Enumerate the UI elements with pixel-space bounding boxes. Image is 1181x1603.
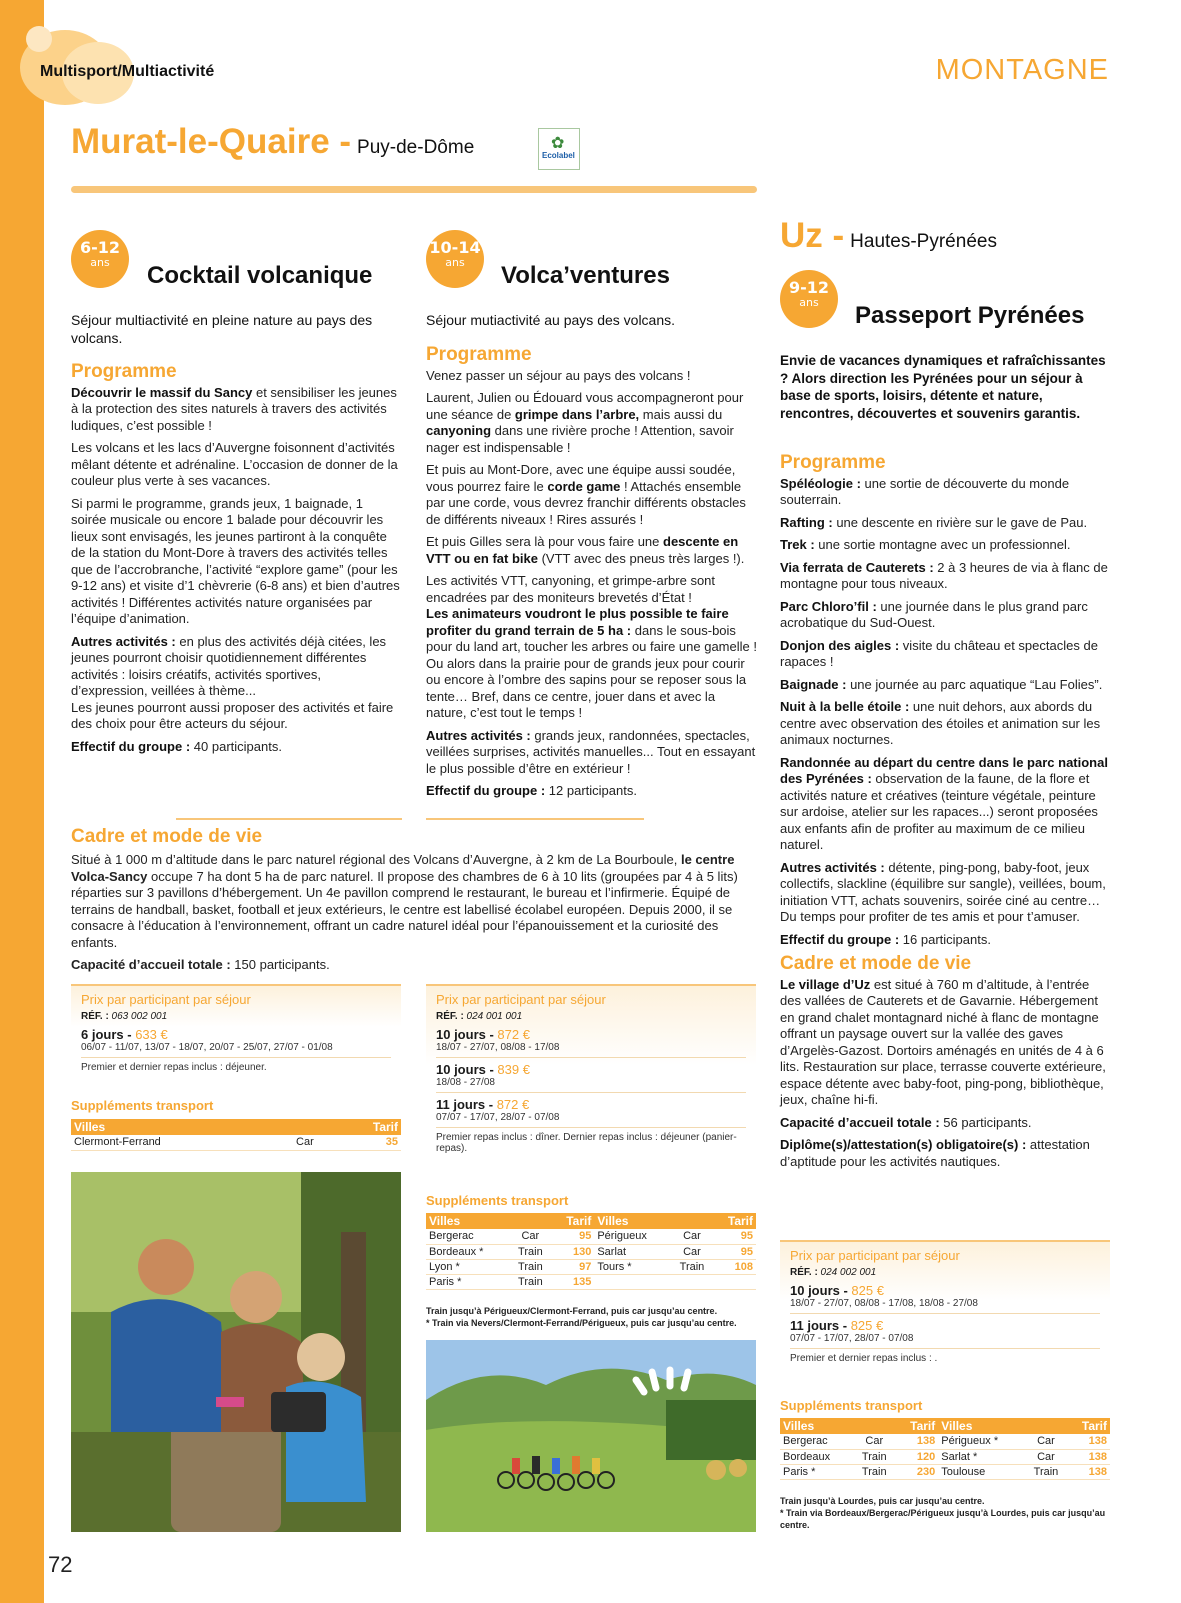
programme-item: Baignade : une journée au parc aquatique “Lau Folies”.: [780, 676, 1103, 692]
capacity: Capacité d’accueil totale : 56 participants.: [780, 1114, 1032, 1130]
duration-price: 10 jours - 825 €: [790, 1283, 884, 1298]
cadre-heading: Cadre et mode de vie: [71, 826, 263, 847]
age-badge: [426, 230, 484, 288]
category-title: MONTAGNE: [935, 54, 1109, 86]
col-header: Tarif: [895, 1418, 938, 1434]
paragraph: Découvrir le massif du Sancy et sensibiliser les jeunes à la protection des sites naturels à travers des activités ludiques, c’est possible !: [71, 384, 397, 433]
stay-intro: Séjour multiactivité en pleine nature au pays des volcans.: [71, 312, 373, 346]
duration-price: 10 jours - 872 €: [436, 1027, 530, 1042]
programme-heading: Programme: [780, 452, 886, 473]
programme-item: Donjon des aigles : visite du château et spectacles de rapaces !: [780, 637, 1098, 669]
col-header: Tarif: [331, 1119, 401, 1135]
paragraph: Les jeunes pourront aussi proposer des activités et faire des choix pour être acteurs du séjour.: [71, 699, 394, 731]
duration-price: 11 jours - 872 €: [436, 1097, 530, 1112]
ecolabel-text: Ecolabel: [542, 151, 575, 160]
price-heading: Prix par participant par séjour: [81, 992, 251, 1007]
paragraph: Les volcans et les lacs d’Auvergne foisonnent d’activités mêlant détente et adrénaline. L’occasion de donner de la couleur plus verte à ses vacances.: [71, 440, 398, 488]
destination-name: Uz -: [780, 216, 845, 255]
transport-table: [780, 1418, 1110, 1480]
transport-heading: Suppléments transport: [780, 1398, 923, 1413]
paragraph: Et puis au Mont-Dore, avec une équipe aussi soudée, vous pourrez faire le corde game ! Attachés ensemble par une corde, vous devrez franchir différents obstacles de différents niveaux ! Rires assurés !: [426, 462, 746, 527]
table-row: Paris * Train 135: [426, 1274, 756, 1289]
col-header: Villes: [71, 1119, 278, 1135]
paragraph: Et puis Gilles sera là pour vous faire une descente en VTT ou en fat bike (VTT avec des pneus très larges !).: [426, 534, 745, 566]
table-row: Bordeaux * Train 130 Sarlat Car 95: [426, 1244, 756, 1259]
transport-heading: Suppléments transport: [71, 1098, 214, 1113]
age-unit: ans: [90, 256, 110, 269]
age-badge: [780, 270, 838, 328]
destination-region: Puy-de-Dôme: [357, 137, 475, 158]
stay-title: Passeport Pyrénées: [855, 302, 1085, 329]
duration-price: 11 jours - 825 €: [790, 1318, 884, 1333]
destination-title: [780, 216, 997, 256]
age-badge: [71, 230, 129, 288]
col-header: Villes: [938, 1418, 1025, 1434]
age-unit: ans: [799, 296, 819, 309]
col-header: Tarif: [713, 1213, 756, 1229]
group-size: Effectif du groupe : 12 participants.: [426, 783, 637, 798]
price-box: [780, 1240, 1110, 1390]
duration-price: 6 jours - 633 €: [81, 1027, 168, 1042]
paragraph: Les animateurs voudront le plus possible te faire profiter du grand terrain de 5 ha : dans le sous-bois pour du land art, toucher les arbres ou faire une gamelle ! Ou alors dans la prairie pour de grands jeux pour courir ou encore à l’ombre des sapins pour se reposer sous la tente… Bref, dans ce centre, jouer dans et avec la nature, c’est tout le temps !: [426, 606, 757, 720]
transport-note: Train jusqu’à Lourdes, puis car jusqu’au centre. * Train via Bordeaux/Bergerac/Périgueux jusqu’à Lourdes, puis car jusqu’au centre.: [780, 1496, 1106, 1530]
programme-item: Nuit à la belle étoile : une nuit dehors, aux abords du centre avec observation des étoiles et animation sur les animaux nocturnes.: [780, 699, 1101, 747]
age-unit: ans: [445, 256, 465, 269]
price-heading: Prix par participant par séjour: [436, 992, 606, 1007]
ecolabel-icon: [538, 128, 580, 170]
meal-note: Premier repas inclus : dîner. Dernier repas inclus : déjeuner (panier-repas).: [436, 1132, 737, 1154]
table-row: Bordeaux Train 120 Sarlat * Car 138: [780, 1449, 1110, 1464]
dates: 18/08 - 27/08: [436, 1077, 746, 1093]
meal-note: Premier et dernier repas inclus : déjeuner.: [81, 1062, 267, 1073]
side-stripe: [0, 0, 44, 1603]
destination-name: Murat-le-Quaire -: [71, 122, 352, 161]
programme-heading: Programme: [426, 344, 532, 365]
age-range: 6-12: [79, 238, 121, 257]
photo-children-forest: [71, 1172, 401, 1532]
programme-uz: [780, 451, 1112, 1176]
programme-volca: [426, 343, 758, 806]
diploma: Diplôme(s)/attestation(s) obligatoire(s) : attestation d’aptitude pour les activités nautiques.: [780, 1137, 1090, 1169]
programme-item: Via ferrata de Cauterets : 2 à 3 heures de via à flanc de montagne pour tous niveaux.: [780, 559, 1108, 591]
col-header: Villes: [780, 1418, 853, 1434]
paragraph: Autres activités : en plus des activités déjà citées, les jeunes pourront choisir quotidiennement différentes activités : loisirs créatifs, activités sportives, d’expression, veillées à thème...: [71, 633, 387, 698]
transport-note: Train jusqu’à Périgueux/Clermont-Ferrand, puis car jusqu’au centre. * Train via Nevers/Clermont-Ferrand/Périgueux, puis car jusqu’au centre.: [426, 1306, 737, 1328]
table-row: Bergerac Car 138 Périgueux * Car 138: [780, 1434, 1110, 1449]
dates: 18/07 - 27/07, 08/08 - 17/08, 18/08 - 27/08: [790, 1298, 1100, 1314]
decor-circle: [26, 26, 52, 52]
photo-bikes-meadow: [426, 1340, 756, 1532]
programme-item: Parc Chloro’fil : une journée dans le plus grand parc acrobatique du Sud-Ouest.: [780, 598, 1088, 630]
title-divider: [71, 186, 757, 193]
stay-intro: Séjour mutiactivité au pays des volcans.: [426, 312, 676, 328]
programme-item: Trek : une sortie montagne avec un professionnel.: [780, 537, 1071, 552]
programme-item: Spéléologie : une sortie de découverte du monde souterrain.: [780, 475, 1070, 507]
programme-cocktail: [71, 360, 401, 761]
destination-title: [71, 122, 474, 162]
price-box: [426, 984, 756, 1184]
stay-intro: Envie de vacances dynamiques et rafraîchissantes ? Alors direction les Pyrénées pour un séjour à base de sports, loisirs, détente et nature, rencontres, découvertes et souvenirs garantis.: [780, 353, 1106, 421]
divider: [176, 818, 402, 820]
reference: RÉF. : 024 001 001: [436, 1011, 523, 1022]
paragraph: Situé à 1 000 m d’altitude dans le parc naturel régional des Volcans d’Auvergne, à 2 km de La Bourboule, le centre Volca-Sancy occupe 7 ha dont 5 ha de parc naturel. Il propose des chambres de 6 à 10 lits (groupées par 4 à 5 lits) réparties sur 3 pavillons d’hébergement. Un 4e pavillon comprend le restaurant, le bureau et l’infirmerie. Équipé de terrains de handball, basket, football et jeux extérieurs, le centre est labellisé écolabel européen. Depuis 2000, il se consacre à l’éducation à l’environnement, offrant un cadre naturel idéal pour l’épanouissement et la curiosité des enfants.: [71, 852, 738, 950]
flower-icon: ✿: [551, 135, 565, 152]
age-range: 10-14: [429, 238, 481, 257]
paragraph: Si parmi le programme, grands jeux, 1 baignade, 1 soirée musicale ou encore 1 balade pour découvrir les lieux sont envisagés, les jeunes partiront à la conquête de la station du Mont-Dore à travers des activités telles que de l’accrobranche, l’activité “explore game” (pour les 9-12 ans) et visite d’1 chèvrerie (6-8 ans) et bien d’autres activités ! Différentes activités nature organisées par l’équipe d’animation.: [71, 495, 400, 626]
price-heading: Prix par participant par séjour: [790, 1248, 960, 1263]
programme-heading: Programme: [71, 361, 177, 382]
destination-region: Hautes-Pyrénées: [850, 231, 997, 252]
reference: RÉF. : 063 002 001: [81, 1011, 168, 1022]
divider: [426, 818, 644, 820]
transport-table: [426, 1213, 756, 1290]
page-number: 72: [48, 1552, 73, 1577]
paragraph: Les activités VTT, canyoning, et grimpe-arbre sont encadrées par des moniteurs brevetés d’État !: [426, 573, 716, 605]
group-size: Effectif du groupe : 16 participants.: [780, 931, 991, 947]
dates: 06/07 - 11/07, 13/07 - 18/07, 20/07 - 25/07, 27/07 - 01/08: [81, 1042, 391, 1058]
programme-item: Rafting : une descente en rivière sur le gave de Pau.: [780, 514, 1088, 530]
col-header: Villes: [594, 1213, 671, 1229]
cadre-heading: Cadre et mode de vie: [780, 953, 972, 974]
cadre-text: [71, 852, 757, 974]
meal-note: Premier et dernier repas inclus : .: [790, 1353, 938, 1364]
transport-heading: Suppléments transport: [426, 1193, 569, 1208]
programme-item: Autres activités : détente, ping-pong, baby-foot, jeux collectifs, slackline (équilibre sur sangle), veillées, boum, initiation VTT, achats souvenirs, soirée ciné au centre… Du temps pour profiter de tes amis et pour t’amuser.: [780, 859, 1106, 924]
reference: RÉF. : 024 002 001: [790, 1267, 877, 1278]
col-header: Tarif: [551, 1213, 594, 1229]
table-row: Bergerac Car 95 Périgueux Car 95: [426, 1229, 756, 1244]
dates: 07/07 - 17/07, 28/07 - 07/08: [436, 1112, 746, 1128]
paragraph: Venez passer un séjour au pays des volcans !: [426, 367, 691, 383]
section-tag: Multisport/Multiactivité: [40, 63, 215, 80]
group-size: Effectif du groupe : 40 participants.: [71, 738, 282, 754]
col-header: Tarif: [1067, 1418, 1110, 1434]
paragraph: Le village d’Uz est situé à 760 m d’altitude, à l’entrée des vallées de Cauterets et de Gavarnie. Hébergement en grand chalet montagnard niché à flanc de montagne offrant un paysage ouvert sur la vallée des gaves d’Argelès-Gazost. Dortoirs aménagés en unités de 4 à 6 lits. Restauration sur place, terrasse couverte extérieure, espace détente avec baby-foot, ping-pong, bibliothèque, jeux, chaîne hi-fi.: [780, 976, 1106, 1107]
table-row: Clermont-Ferrand Car 35: [71, 1135, 401, 1150]
table-row: Lyon * Train 97 Tours * Train 108: [426, 1259, 756, 1274]
programme-item: Randonnée au départ du centre dans le parc national des Pyrénées : observation de la faune, de la flore et activités nature et créatives (teinture végétale, peinture sur ardoise, atelier sur les rapaces...) seront proposées aux enfants afin de profiter au maximum de ce milieu naturel.: [780, 754, 1108, 852]
paragraph: Autres activités : grands jeux, randonnées, spectacles, veillées surprises, activités manuelles... Tout en essayant le plus possible d’être en extérieur !: [426, 727, 756, 776]
transport-table: [71, 1119, 401, 1151]
price-box: [71, 984, 401, 1088]
stay-title: Volca’ventures: [501, 262, 670, 289]
col-header: Villes: [426, 1213, 509, 1229]
duration-price: 10 jours - 839 €: [436, 1062, 530, 1077]
age-range: 9-12: [788, 278, 830, 297]
dates: 07/07 - 17/07, 28/07 - 07/08: [790, 1333, 1100, 1349]
stay-title: Cocktail volcanique: [147, 262, 373, 289]
table-row: Paris * Train 230 Toulouse Train 138: [780, 1464, 1110, 1479]
paragraph: Laurent, Julien ou Édouard vous accompagneront pour une séance de grimpe dans l’arbre, mais aussi du canyoning dans une rivière proche ! Attention, savoir nager est indispensable !: [426, 390, 744, 455]
dates: 18/07 - 27/07, 08/08 - 17/08: [436, 1042, 746, 1058]
capacity: Capacité d’accueil totale : 150 participants.: [71, 957, 330, 972]
